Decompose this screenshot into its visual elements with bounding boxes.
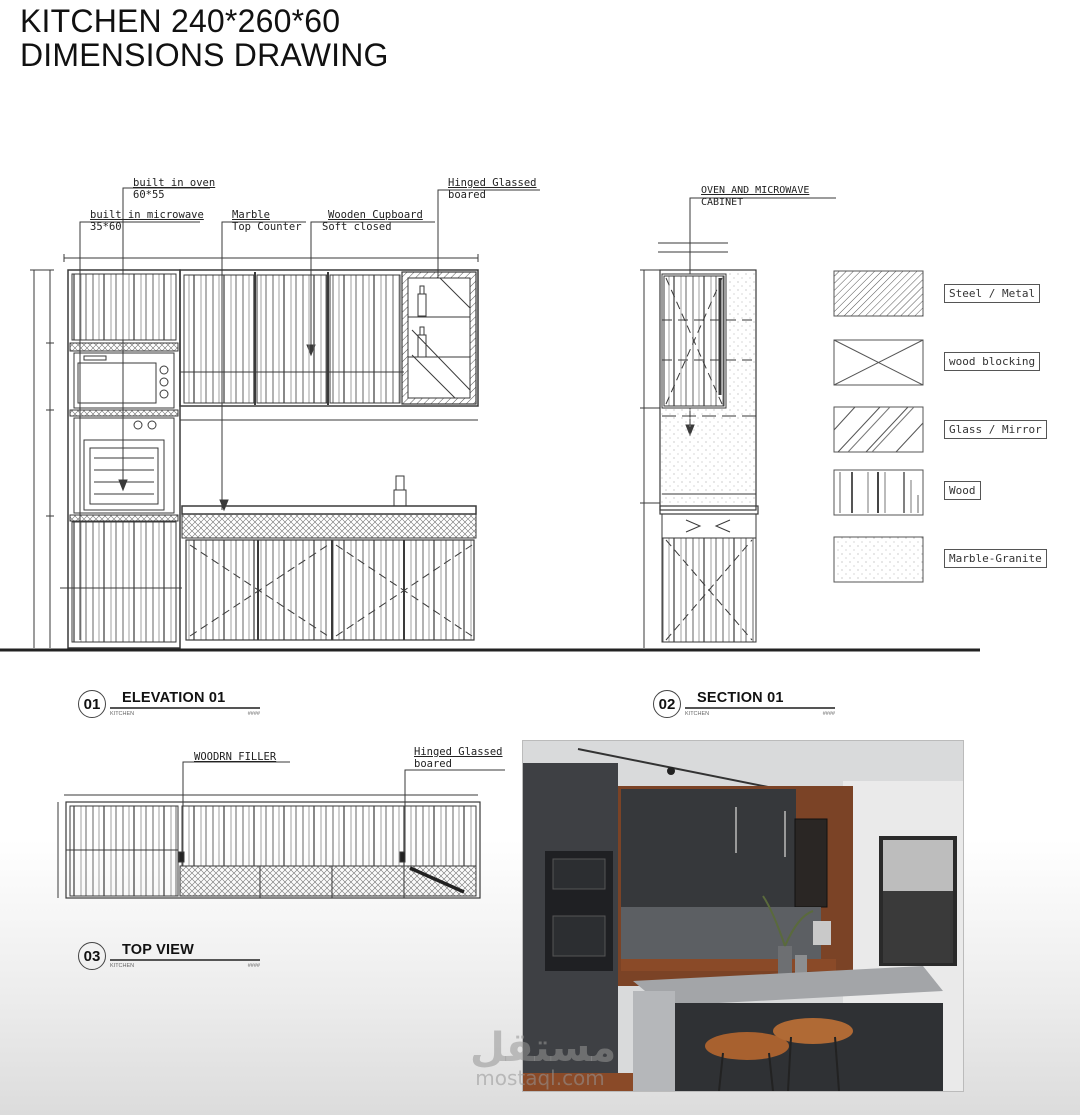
view-sub-right: ####: [247, 962, 260, 969]
view-underline: [110, 959, 260, 961]
callout-cupboard-label: Wooden Cupboard: [328, 209, 423, 221]
view-sub-right: ####: [822, 710, 835, 717]
callout-filler-label: WOODRN FILLER: [194, 751, 277, 763]
view-tag-top-view: [78, 942, 260, 970]
view-number-badge: 03: [78, 942, 106, 970]
view-sub-left: KITCHEN: [110, 710, 135, 717]
callout-oven-label: built in oven: [133, 177, 216, 189]
view-number-badge: 02: [653, 690, 681, 718]
legend-label-marble-granite: Marble-Granite: [944, 549, 1047, 568]
callout-glass-sub: boared: [448, 189, 486, 201]
callout-microwave-size: 35*60: [90, 221, 122, 233]
view-underline: [110, 707, 260, 709]
callout-section-label: OVEN AND MICROWAVE: [701, 185, 810, 196]
callout-topview-glass-label: Hinged Glassed: [414, 746, 503, 758]
watermark-arabic: مستقل: [470, 1025, 617, 1071]
title-line-2: DIMENSIONS DRAWING: [20, 37, 389, 73]
callout-glass-label: Hinged Glassed: [448, 177, 537, 189]
view-underline: [685, 707, 835, 709]
view-name: TOP VIEW: [122, 942, 194, 958]
view-sub-left: KITCHEN: [110, 962, 135, 969]
title-line-1: KITCHEN 240*260*60: [20, 3, 341, 39]
view-name: SECTION 01: [697, 690, 784, 706]
view-sub-left: KITCHEN: [685, 710, 710, 717]
callout-marble-sub: Top Counter: [232, 221, 302, 233]
callout-cupboard-sub: Soft closed: [322, 221, 392, 233]
legend-label-steel-metal: Steel / Metal: [944, 284, 1040, 303]
callout-marble-label: Marble: [232, 209, 270, 221]
kitchen-render-illustration: [523, 741, 963, 1091]
view-tag-section: [653, 690, 835, 718]
watermark-latin: mostaql.com: [475, 1066, 605, 1090]
view-sub-right: ####: [247, 710, 260, 717]
view-tag-elevation: [78, 690, 260, 718]
legend-label-glass-mirror: Glass / Mirror: [944, 420, 1047, 439]
legend-label-wood: Wood: [944, 481, 981, 500]
kitchen-render-photo: [522, 740, 964, 1092]
callout-section-sub: CABINET: [701, 197, 744, 208]
view-name: ELEVATION 01: [122, 690, 226, 706]
view-number-badge: 01: [78, 690, 106, 718]
legend-label-wood-blocking: wood blocking: [944, 352, 1040, 371]
callout-topview-glass-sub: boared: [414, 758, 452, 770]
callout-oven-size: 60*55: [133, 189, 165, 201]
callout-microwave-label: built in microwave: [90, 209, 204, 221]
